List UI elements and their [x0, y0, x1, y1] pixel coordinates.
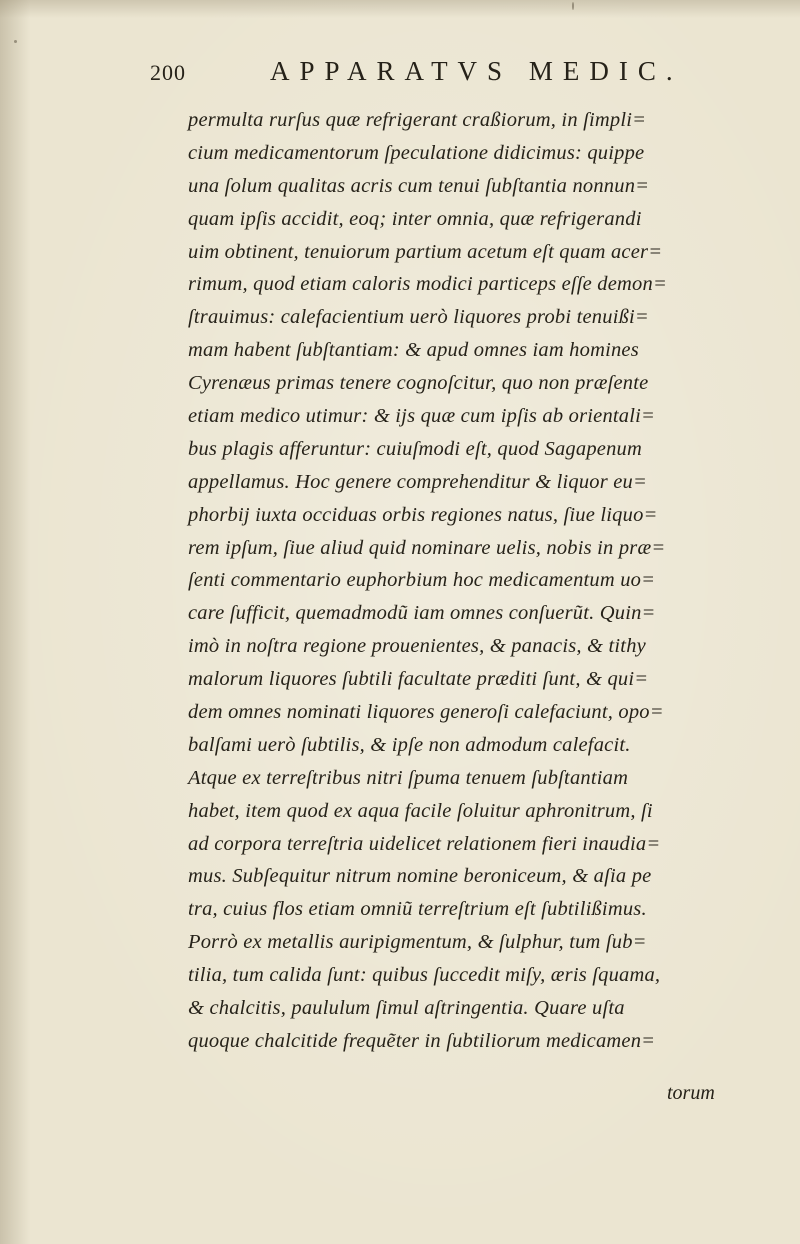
ink-speck: [572, 2, 574, 10]
text-line: imò in noſtra regione prouenientes, & panacis, & tithy: [188, 635, 646, 658]
text-line: permulta rurſus quæ refrigerant craßiorum, in ſimpli=: [188, 109, 647, 131]
text-line: rimum, quod etiam caloris modici particeps eſſe demon=: [188, 273, 667, 296]
main-text: [188, 104, 758, 1058]
text-line: etiam medico utimur: & ijs quæ cum ipſis ab orientali=: [188, 405, 656, 428]
page-header: [150, 56, 730, 90]
text-line: bus plagis afferuntur: cuiuſmodi eſt, quod Sagapenum: [188, 437, 642, 460]
catchword: torum: [667, 1082, 715, 1104]
text-line: rem ipſum, ſiue aliud quid nominare uelis, nobis in præ=: [188, 536, 666, 559]
text-line: uim obtinent, tenuiorum partium acetum eſt quam acer=: [188, 240, 663, 263]
text-line: tilia, tum calida ſunt: quibus ſuccedit miſy, æris ſquama,: [188, 964, 661, 987]
binding-shadow: [0, 0, 30, 1244]
text-line: tra, cuius flos etiam omniũ terreſtrium eſt ſubtilißimus.: [188, 898, 647, 921]
text-line: una ſolum qualitas acris cum tenui ſubſtantia nonnun=: [188, 174, 650, 197]
text-line: Cyrenæus primas tenere cognoſcitur, quo non præſente: [188, 372, 649, 395]
text-line: quoque chalcitide frequẽter in ſubtiliorum medicamen=: [188, 1029, 656, 1052]
text-line: Atque ex terreſtribus nitri ſpuma tenuem ſubſtantiam: [188, 766, 629, 789]
running-head: APPARATVS MEDIC.: [270, 56, 683, 86]
ink-speck: [14, 40, 17, 43]
text-line: balſami uerò ſubtilis, & ipſe non admodum calefacit.: [188, 733, 631, 756]
text-line: & chalcitis, paululum ſimul aſtringentia. Quare uſta: [188, 997, 625, 1020]
page-top-shadow: [0, 0, 800, 18]
text-line: Porrò ex metallis auripigmentum, & ſulphur, tum ſub=: [188, 931, 647, 954]
text-line: mus. Subſequitur nitrum nomine beroniceum, & aſia pe: [188, 865, 652, 888]
text-line: habet, item quod ex aqua facile ſoluitur aphronitrum, ſi: [188, 799, 653, 822]
text-line: appellamus. Hoc genere comprehenditur & liquor eu=: [188, 470, 647, 493]
text-line: ſenti commentario euphorbium hoc medicamentum uo=: [188, 569, 656, 592]
text-line: malorum liquores ſubtili facultate præditi ſunt, & qui=: [188, 668, 649, 691]
text-line: cium medicamentorum ſpeculatione didicimus: quippe: [188, 141, 645, 164]
page-number: 200: [150, 60, 186, 85]
text-line: mam habent ſubſtantiam: & apud omnes iam homines: [188, 339, 639, 362]
text-line: care ſufficit, quemadmodũ iam omnes conſuerũt. Quin=: [188, 602, 656, 625]
text-line: ſtrauimus: calefacientium uerò liquores probi tenuißi=: [188, 306, 649, 329]
text-line: ad corpora terreſtria uidelicet relationem fieri inaudia=: [188, 832, 661, 855]
text-line: quam ipſis accidit, eoq; inter omnia, quæ refrigerandi: [188, 207, 642, 230]
text-line: dem omnes nominati liquores generoſi calefaciunt, opo=: [188, 701, 664, 724]
text-line: phorbij iuxta occiduas orbis regiones natus, ſiue liquo=: [188, 503, 658, 526]
